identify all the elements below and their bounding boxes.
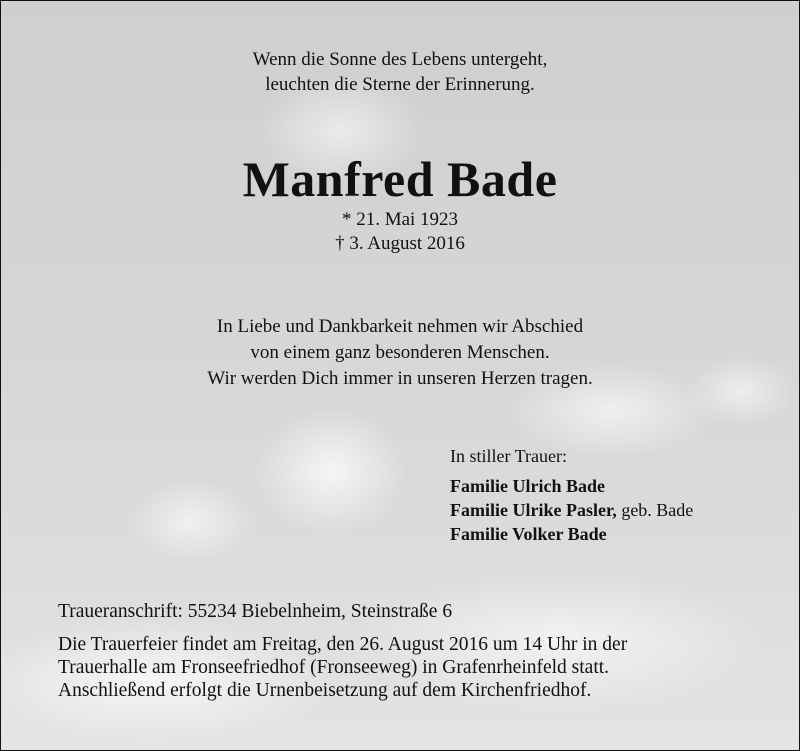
farewell-line: Wir werden Dich immer in unseren Herzen tragen. — [207, 368, 593, 389]
family-name: Familie Ulrike Pasler, — [450, 500, 617, 520]
motto-line: Wenn die Sonne des Lebens untergeht, — [252, 49, 548, 70]
death-date: † 3. August 2016 — [335, 233, 465, 254]
farewell-text — [1, 314, 799, 392]
birth-date: * 21. Mai 1923 — [341, 209, 459, 230]
ceremony-line: Trauerhalle am Fronseefriedhof (Fronseeweg) in Grafenrheinfeld statt. — [58, 657, 610, 678]
family-name: Familie Volker Bade — [450, 524, 607, 544]
mourning-address: Traueranschrift: 55234 Biebelnheim, Steinstraße 6 — [58, 601, 453, 622]
ceremony-line: Die Trauerfeier findet am Freitag, den 26. August 2016 um 14 Uhr in der — [58, 634, 628, 655]
family-name: Familie Ulrich Bade — [450, 476, 605, 496]
deceased-name: Manfred Bade — [242, 151, 558, 207]
motto-quote — [1, 47, 799, 97]
family-maiden-name: geb. Bade — [616, 500, 694, 520]
mourners-block — [450, 444, 693, 546]
family-entry — [450, 522, 693, 546]
farewell-line: In Liebe und Dankbarkeit nehmen wir Abschied — [216, 316, 584, 337]
motto-line: leuchten die Sterne der Erinnerung. — [265, 74, 535, 95]
family-entry — [450, 498, 693, 522]
ceremony-line: Anschließend erfolgt die Urnenbeisetzung auf dem Kirchenfriedhof. — [58, 680, 592, 701]
life-dates — [1, 208, 799, 256]
family-entry — [450, 474, 693, 498]
farewell-line: von einem ganz besonderen Menschen. — [250, 342, 550, 363]
ceremony-details — [58, 600, 627, 702]
mourners-intro: In stiller Trauer: — [450, 446, 567, 466]
